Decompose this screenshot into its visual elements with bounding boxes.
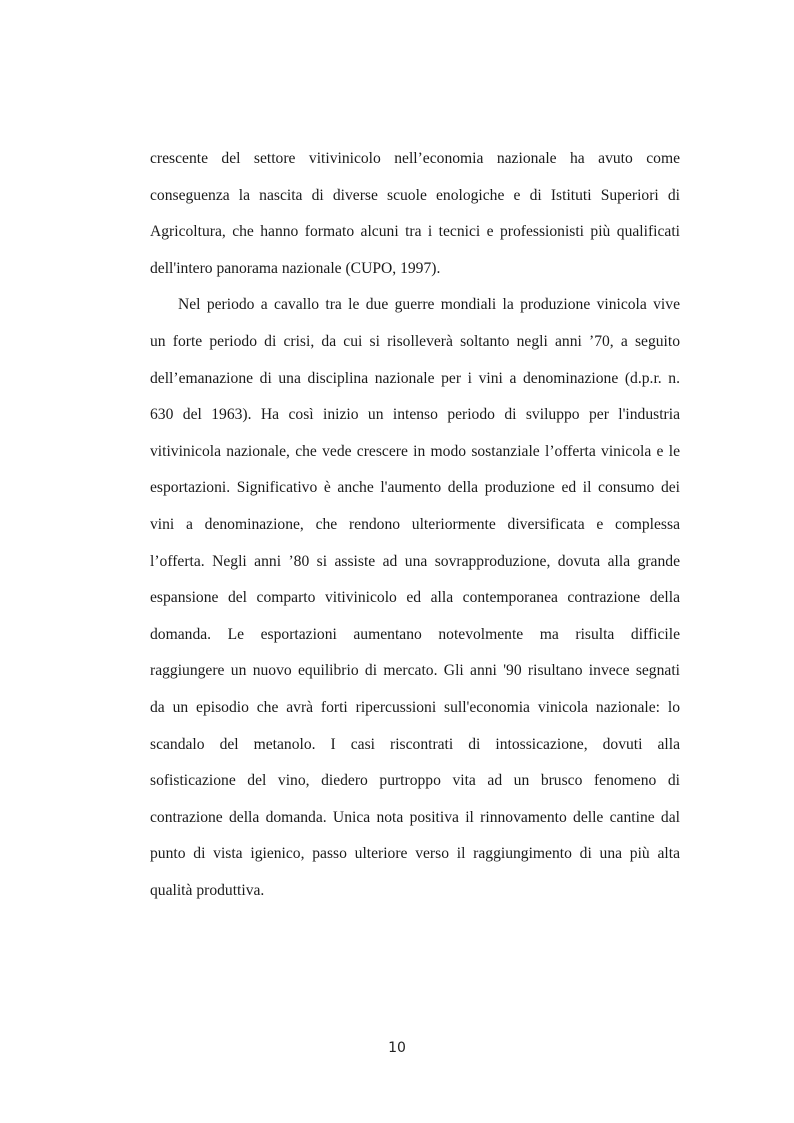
text-line: conseguenza la nascita di diverse scuole enologiche e di Istituti Superiori di [150,186,680,204]
text-line: punto di vista igienico, passo ulteriore verso il raggiungimento di una più alta [150,845,680,863]
paragraph-2 [150,292,680,914]
text-line: l’offerta. Negli anni ’80 si assiste ad una sovrapproduzione, dovuta alla grande [150,552,680,570]
text-line: vitivinicola nazionale, che vede crescere in modo sostanziale l’offerta vinicola e le [150,442,680,460]
text-line: qualità produttiva. [150,881,265,899]
text-line: da un episodio che avrà forti ripercussioni sull'economia vinicola nazionale: lo [150,698,680,716]
text-line: Nel periodo a cavallo tra le due guerre mondiali la produzione vinicola vive [178,296,680,314]
text-line: espansione del comparto vitivinicolo ed alla contemporanea contrazione della [150,589,680,607]
text-line: crescente del settore vitivinicolo nell’economia nazionale ha avuto come [150,150,680,167]
text-line: contrazione della domanda. Unica nota positiva il rinnovamento delle cantine dal [150,808,680,826]
text-line: dell’emanazione di una disciplina nazionale per i vini a denominazione (d.p.r. n. [150,369,680,387]
text-line: domanda. Le esportazioni aumentano notevolmente ma risulta difficile [150,625,680,643]
text-line: esportazioni. Significativo è anche l'aumento della produzione ed il consumo dei [150,479,680,497]
text-line: raggiungere un nuovo equilibrio di mercato. Gli anni '90 risultano invece segnati [150,662,680,680]
paragraph-1 [150,146,680,292]
text-line: 630 del 1963). Ha così inizio un intenso periodo di sviluppo per l'industria [150,406,680,424]
document-body [150,146,680,914]
page-number: 10 [388,1040,406,1056]
text-line: sofisticazione del vino, diedero purtroppo vita ad un brusco fenomeno di [150,772,680,790]
text-line: vini a denominazione, che rendono ulteriormente diversificata e complessa [150,515,680,533]
text-line: Agricoltura, che hanno formato alcuni tra i tecnici e professionisti più qualificati [150,223,680,241]
text-line: dell'intero panorama nazionale (CUPO, 1997). [150,259,441,277]
text-line: scandalo del metanolo. I casi riscontrati di intossicazione, dovuti alla [150,735,680,753]
text-line: un forte periodo di crisi, da cui si risolleverà soltanto negli anni ’70, a seguito [150,332,680,350]
